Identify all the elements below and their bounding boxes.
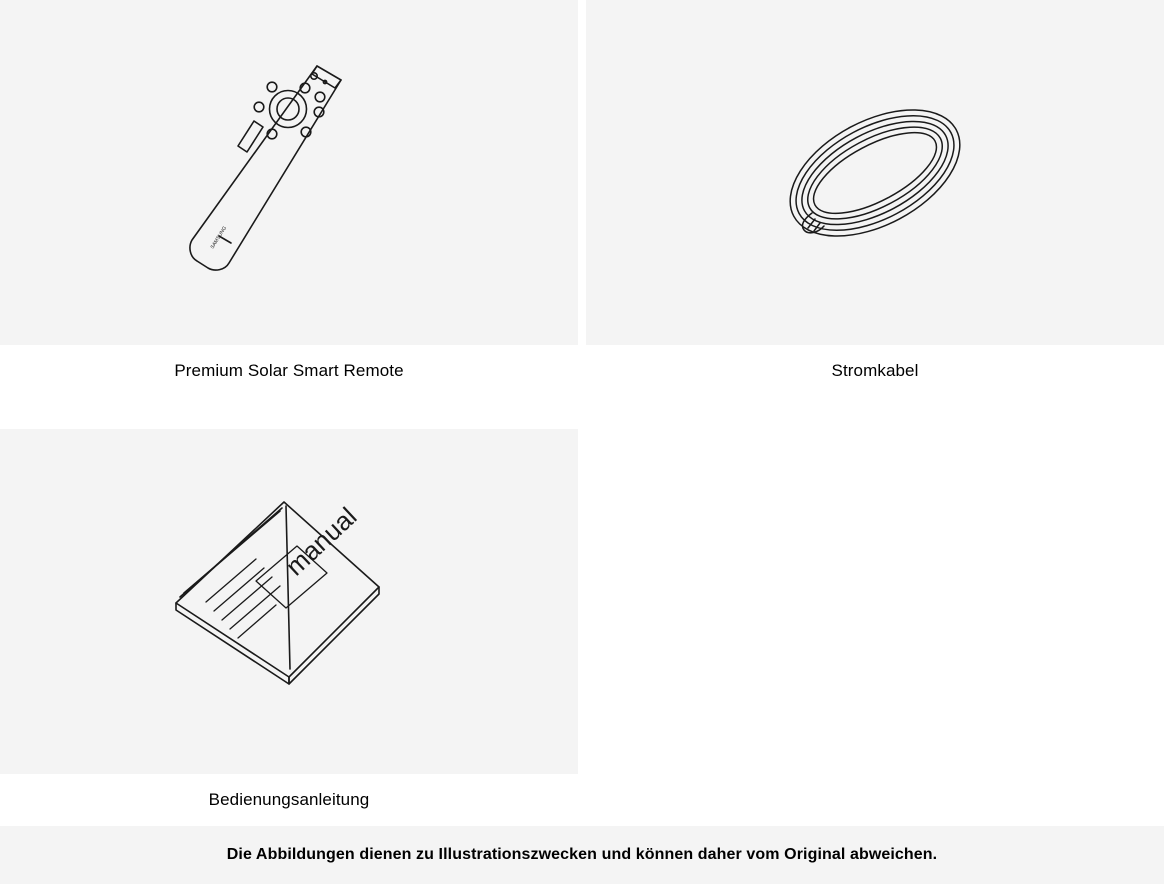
accessory-image-cable xyxy=(586,0,1164,345)
accessory-item xyxy=(0,0,582,382)
power-cable-coil-icon xyxy=(760,73,990,273)
disclaimer-bar xyxy=(0,826,1164,884)
accessory-caption: Bedienungsanleitung xyxy=(208,790,370,809)
remote-brand-label: SAMSUNG xyxy=(209,224,229,250)
manual-cover-label: manual xyxy=(279,500,363,581)
accessory-item xyxy=(0,429,582,811)
grid-row-spacer xyxy=(0,382,1164,429)
accessory-image-manual xyxy=(0,429,578,774)
disclaimer-text: Die Abbildungen dienen zu Illustrationszwecken und können daher vom Original abweichen. xyxy=(226,846,938,863)
accessory-caption: Premium Solar Smart Remote xyxy=(174,361,404,380)
remote-control-icon xyxy=(159,58,419,288)
manual-booklet-icon xyxy=(164,497,414,707)
accessory-caption: Stromkabel xyxy=(831,361,919,380)
accessory-item xyxy=(582,0,1164,382)
accessory-image-remote xyxy=(0,0,578,345)
